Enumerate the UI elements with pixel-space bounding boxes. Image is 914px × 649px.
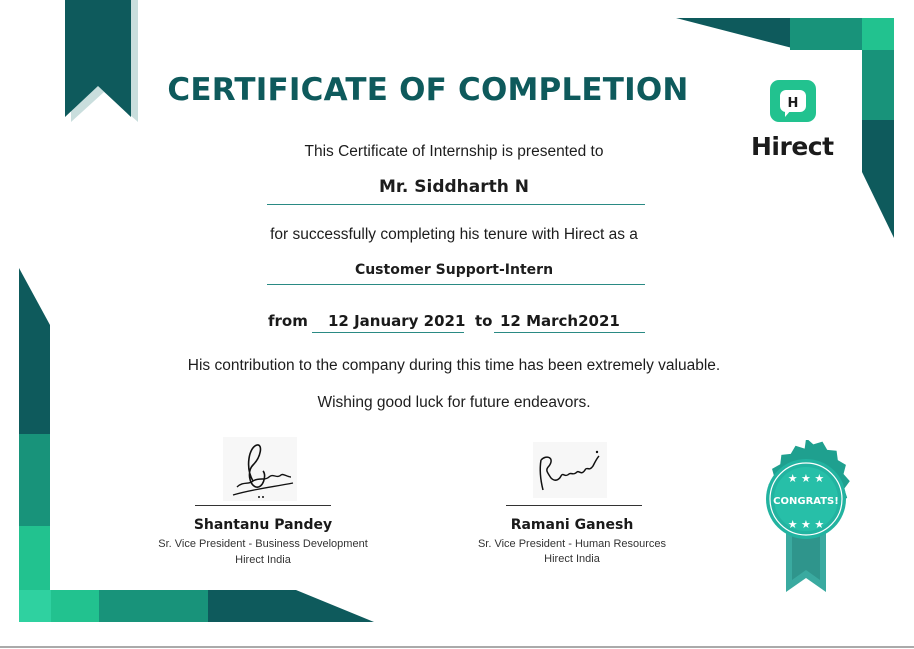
signatory-2-company: Hirect India bbox=[544, 553, 600, 565]
bottom-left-bar-4 bbox=[208, 590, 374, 622]
to-label: to bbox=[475, 312, 493, 330]
position-title: Customer Support-Intern bbox=[354, 262, 554, 278]
contribution-line: His contribution to the company during this time has been extremely valuable. bbox=[187, 357, 721, 374]
wishes-line: Wishing good luck for future endeavors. bbox=[317, 394, 591, 411]
badge-star-bottom: ★ ★ ★ bbox=[787, 518, 825, 531]
logo-icon-letter: H bbox=[787, 96, 799, 111]
presented-line: This Certificate of Internship is presented to bbox=[304, 143, 604, 160]
logo-brand-name: Hirect bbox=[751, 132, 834, 161]
congrats-badge bbox=[746, 440, 866, 600]
top-right-triangle bbox=[676, 18, 800, 50]
recipient-name: Mr. Siddharth N bbox=[379, 177, 529, 197]
from-date-underline bbox=[312, 332, 464, 333]
to-date-underline bbox=[494, 332, 645, 333]
bottom-left-bar-3 bbox=[99, 590, 208, 622]
top-right-square-1 bbox=[790, 18, 862, 50]
tenure-line: for successfully completing his tenure with Hirect as a bbox=[270, 226, 638, 243]
chat-bubble-h-icon bbox=[770, 80, 816, 126]
bottom-left-bar-1 bbox=[19, 434, 50, 526]
bottom-left-bar-2 bbox=[19, 526, 50, 590]
badge-star-top: ★ ★ ★ bbox=[787, 472, 825, 485]
signature-1 bbox=[223, 437, 297, 501]
certificate-title: CERTIFICATE OF COMPLETION bbox=[167, 72, 689, 108]
signatory-2-title: Sr. Vice President - Human Resources bbox=[477, 538, 667, 550]
bottom-left-square-1 bbox=[19, 590, 51, 622]
from-label: from bbox=[268, 312, 308, 330]
signature-1-line bbox=[195, 505, 331, 506]
position-underline bbox=[267, 284, 645, 285]
top-right-square-2 bbox=[862, 18, 894, 50]
signatory-1-name: Shantanu Pandey bbox=[193, 517, 333, 533]
from-date: 12 January 2021 bbox=[328, 312, 466, 330]
signatory-2-name: Ramani Ganesh bbox=[510, 517, 634, 533]
signature-2 bbox=[533, 442, 607, 498]
signature-2-line bbox=[506, 505, 642, 506]
signatory-1-company: Hirect India bbox=[235, 554, 291, 566]
recipient-underline bbox=[267, 204, 645, 205]
signatory-1-title: Sr. Vice President - Business Development bbox=[158, 538, 368, 550]
to-date: 12 March2021 bbox=[500, 312, 620, 330]
badge-text: CONGRATS! bbox=[773, 496, 839, 507]
bottom-left-square-2 bbox=[51, 590, 99, 622]
